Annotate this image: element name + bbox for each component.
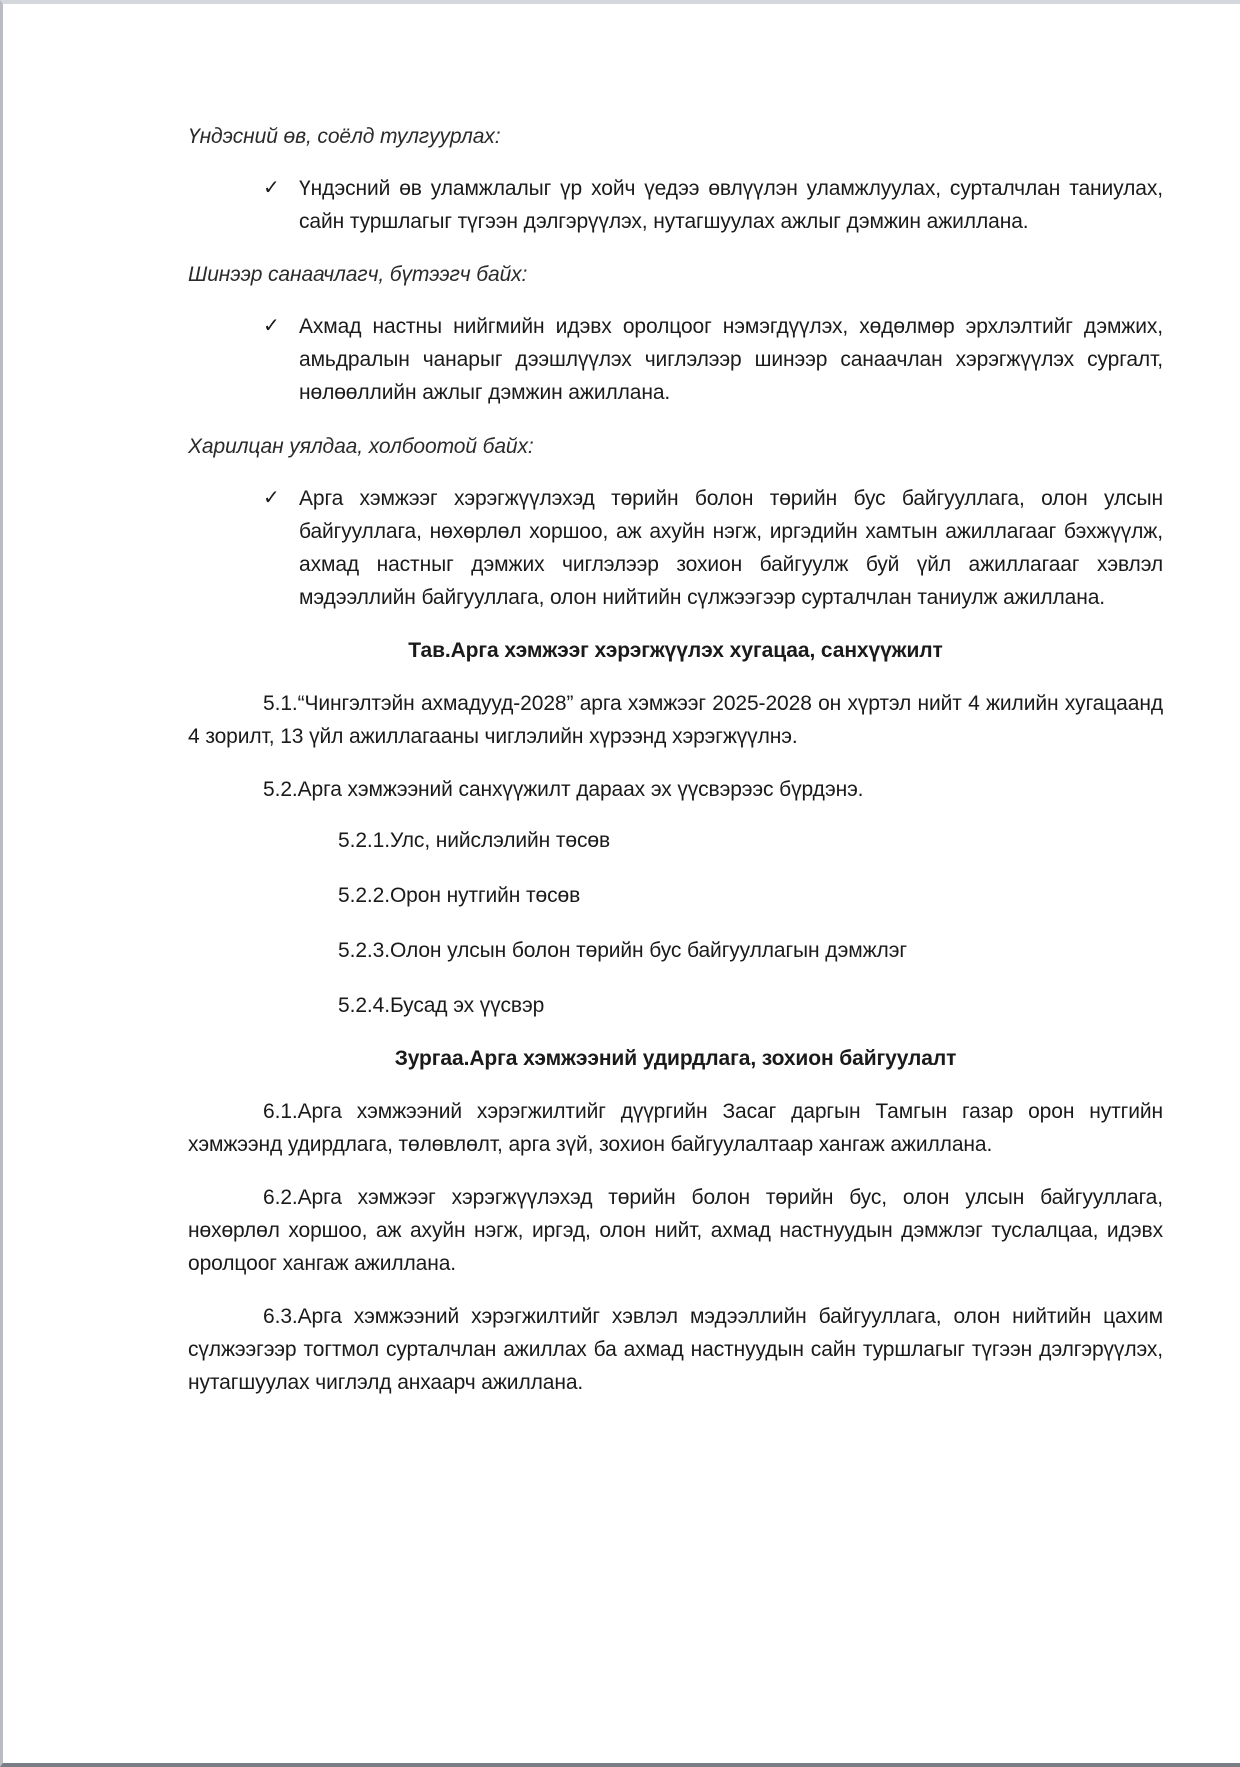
value-bullet-innovation	[263, 310, 1163, 409]
checkmark-icon: ✓	[263, 487, 280, 509]
bullet-text: Ахмад настны нийгмийн идэвх оролцоог нэмэгдүүлэх, хөдөлмөр эрхлэлтийг дэмжих, амьдралын чанарыг дээшлүүлэх чиглэлээр шинээр санаачлан хэрэгжүүлэх сургалт, нөлөөллийн ажлыг дэмжин ажиллана.	[299, 315, 1163, 404]
funding-source-item: 5.2.2.Орон нутгийн төсөв	[338, 884, 581, 907]
paragraph-6-2: 6.2.Арга хэмжээг хэрэгжүүлэхэд төрийн болон төрийн бус, олон улсын байгууллага, нөхөрлөл хоршоо, аж ахуйн нэгж, иргэд, олон нийт, ахмад настнуудын дэмжлэг туслалцаа, идэвх оролцоог хангаж ажиллана.	[188, 1186, 1163, 1275]
funding-source-item: 5.2.4.Бусад эх үүсвэр	[338, 994, 545, 1017]
value-bullet-cooperation	[263, 482, 1163, 614]
checkmark-icon: ✓	[263, 315, 280, 337]
bullet-text: Арга хэмжээг хэрэгжүүлэхэд төрийн болон төрийн бус байгууллага, олон улсын байгууллага, нөхөрлөл хоршоо, аж ахуйн нэгж, иргэдийн хамтын ажиллагааг бэхжүүлж, ахмад настныг дэмжих чиглэлээр зохион байгуулж буй үйл ажиллагааг хэвлэл мэдээллийн байгууллага, олон нийтийн сүлжээгээр сурталчлан таниулж ажиллана.	[299, 487, 1163, 609]
paragraph-5-2: 5.2.Арга хэмжээний санхүүжилт дараах эх үүсвэрээс бүрдэнэ.	[263, 778, 864, 801]
funding-source-item: 5.2.1.Улс, нийслэлийн төсөв	[338, 829, 611, 852]
bullet-text: Үндэсний өв уламжлалыг үр хойч үедээ өвлүүлэн уламжлуулах, сурталчлан таниулах, сайн туршлагыг түгээн дэлгэрүүлэх, нутагшуулах ажлыг дэмжин ажиллана.	[299, 177, 1163, 233]
funding-source-item: 5.2.3.Олон улсын болон төрийн бус байгууллагын дэмжлэг	[338, 939, 907, 962]
paragraph-6-1: 6.1.Арга хэмжээний хэрэгжилтийг дүүргийн Засаг даргын Тамгын газар орон нутгийн хэмжээнд удирдлага, төлөвлөлт, арга зүй, зохион байгуулалтаар хангаж ажиллана.	[188, 1100, 1163, 1156]
value-heading-cooperation: Харилцан уялдаа, холбоотой байх:	[188, 435, 534, 458]
value-heading-national-heritage: Үндэсний өв, соёлд тулгуурлах:	[188, 125, 501, 148]
section-6-title: Зургаа.Арга хэмжээний удирдлага, зохион байгуулалт	[394, 1047, 957, 1070]
paragraph-6-3: 6.3.Арга хэмжээний хэрэгжилтийг хэвлэл мэдээллийн байгууллага, олон нийтийн цахим сүлжээгээр тогтмол сурталчлан ажиллах ба ахмад настнуудын сайн туршлагыг түгээн дэлгэрүүлэх, нутагшуулах чиглэлд анхаарч ажиллана.	[188, 1305, 1163, 1394]
value-heading-innovation: Шинээр санаачлагч, бүтээгч байх:	[188, 263, 528, 286]
section-5-title: Тав.Арга хэмжээг хэрэгжүүлэх хугацаа, санхүүжилт	[408, 639, 943, 662]
value-bullet-national-heritage	[263, 172, 1163, 238]
document-body	[188, 120, 1163, 1399]
paragraph-5-1: 5.1.“Чингэлтэйн ахмадууд-2028” арга хэмжээг 2025-2028 он хүртэл нийт 4 жилийн хугацаанд 4 зорилт, 13 үйл ажиллагааны чиглэлийн хүрээнд хэрэгжүүлнэ.	[188, 692, 1163, 748]
checkmark-icon: ✓	[263, 177, 280, 199]
